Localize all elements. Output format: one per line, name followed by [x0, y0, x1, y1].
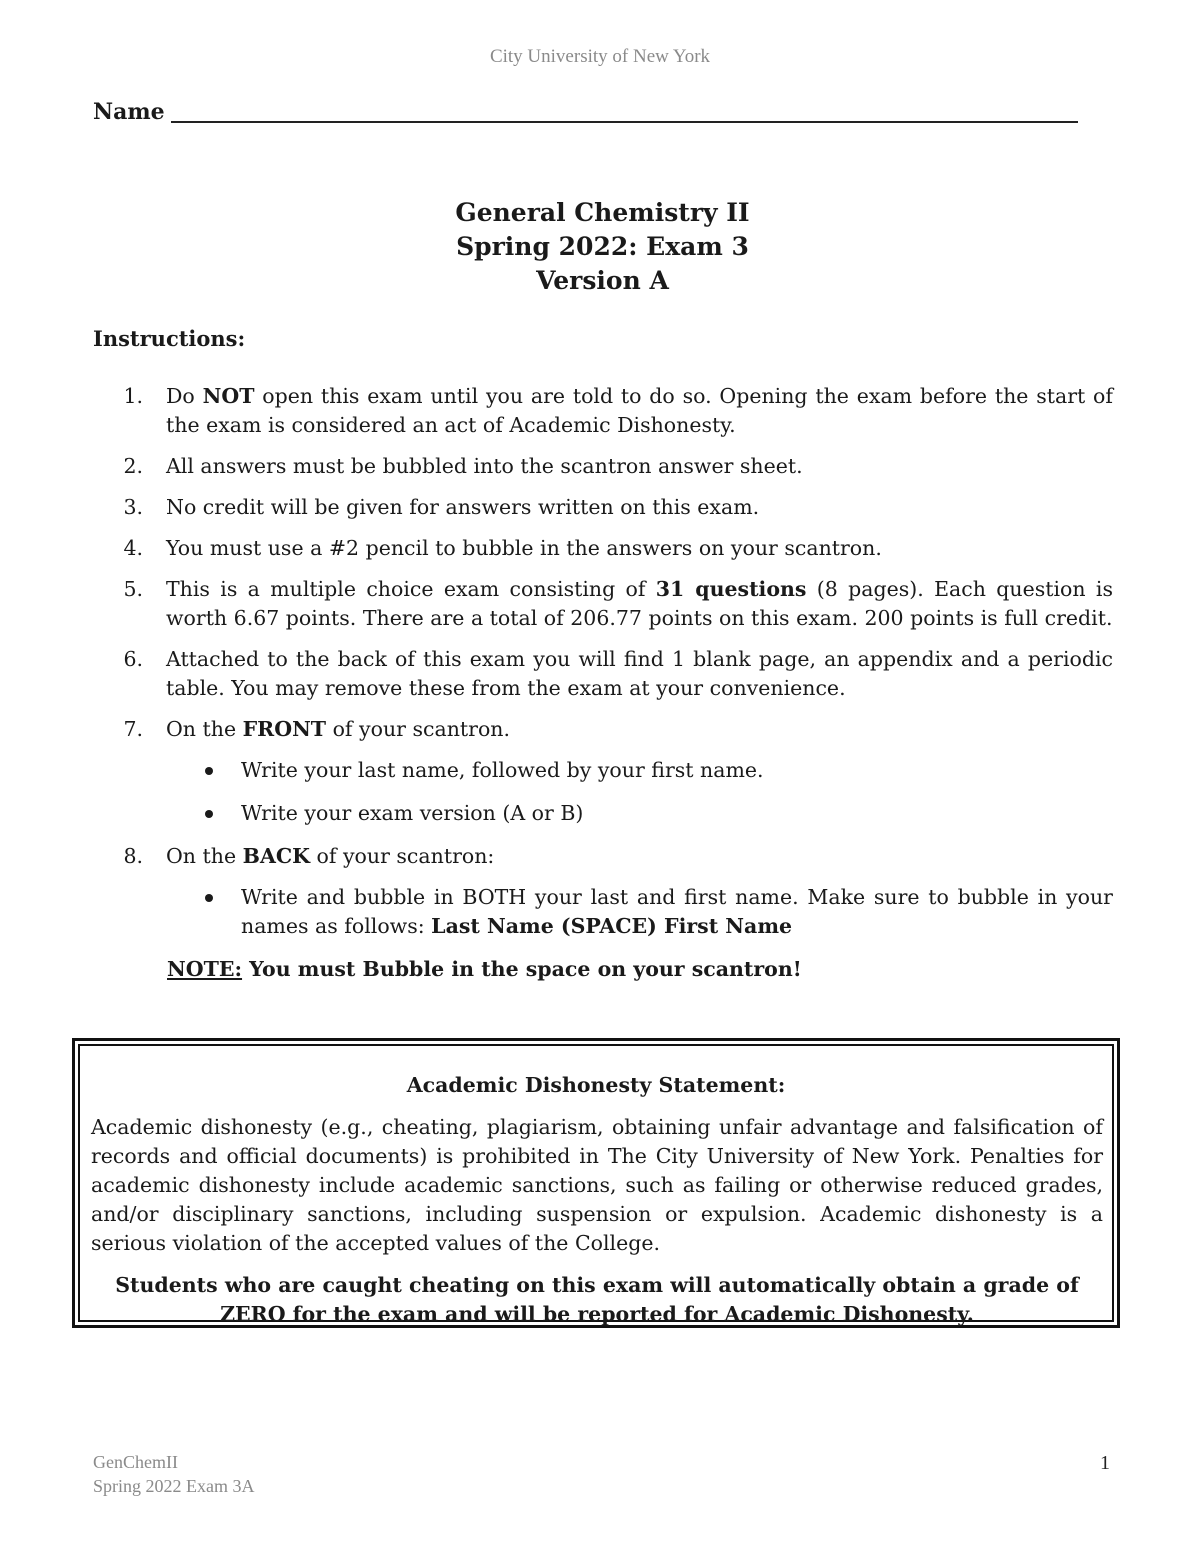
footer-course: GenChemII — [93, 1452, 178, 1472]
name-field-row — [93, 98, 1078, 126]
instruction-item — [93, 715, 1113, 744]
statement-warning: Students who are caught cheating on this exam will automatically obtain a grade of ZERO for the exam and will be reported for Academic Dishonesty. — [115, 1273, 1079, 1326]
bullet-icon — [93, 883, 241, 941]
note-label: NOTE: — [167, 957, 243, 981]
bullet-text: Write your exam version (A or B) — [241, 801, 584, 825]
instruction-item — [93, 382, 1113, 440]
instruction-number: 8. — [123, 844, 143, 868]
instruction-text: You must use a #2 pencil to bubble in the answers on your scantron. — [166, 536, 882, 560]
instruction-number: 7. — [123, 717, 143, 741]
statement-title: Academic Dishonesty Statement: — [406, 1073, 786, 1097]
footer-label — [93, 1450, 255, 1498]
instruction-text: All answers must be bubbled into the scantron answer sheet. — [166, 454, 803, 478]
header-institution: City University of New York — [489, 46, 711, 67]
instruction-text: No credit will be given for answers written on this exam. — [166, 495, 760, 519]
bullet-text: Write your last name, followed by your first name. — [241, 758, 764, 782]
instructions-heading: Instructions: — [93, 326, 246, 351]
instruction-number: 1. — [123, 384, 143, 408]
bullet-item — [93, 756, 1113, 785]
scantron-note — [167, 955, 1113, 984]
instruction-item — [93, 452, 1113, 481]
front-bullet-list — [93, 756, 1113, 828]
instruction-number: 2. — [123, 454, 143, 478]
instruction-text: This is a multiple choice exam consisting of 31 questions (8 pages). Each question is worth 6.67 points. There are a total of 206.77 points on this exam. 200 points is full credit. — [166, 577, 1113, 630]
instruction-item — [93, 575, 1113, 633]
instruction-item — [93, 842, 1113, 871]
exam-term: Spring 2022: Exam 3 — [456, 232, 749, 261]
instruction-text: On the FRONT of your scantron. — [166, 717, 511, 741]
instruction-text: On the BACK of your scantron: — [166, 844, 495, 868]
exam-version: Version A — [536, 266, 669, 295]
instruction-number: 6. — [123, 647, 143, 671]
instruction-item — [93, 493, 1113, 522]
instruction-number: 3. — [123, 495, 143, 519]
bullet-item — [93, 799, 1113, 828]
instruction-text: Attached to the back of this exam you will find 1 blank page, an appendix and a periodic table. You may remove these from the exam at your convenience. — [166, 647, 1113, 700]
page-number: 1 — [1100, 1452, 1110, 1474]
instruction-number: 4. — [123, 536, 143, 560]
course-title: General Chemistry II — [455, 198, 750, 227]
instruction-text: Do NOT open this exam until you are told to do so. Opening the exam before the start of the exam is considered an act of Academic Dishonesty. — [166, 384, 1113, 437]
statement-body: Academic dishonesty (e.g., cheating, plagiarism, obtaining unfair advantage and falsification of records and official documents) is prohibited in The City University of New York. Penalties for academic dishonesty include academic sanctions, such as failing or otherwise reduced grades, and/or disciplinary sanctions, including suspension or expulsion. Academic dishonesty is a serious violation of the accepted values of the College. — [91, 1115, 1103, 1255]
instructions-list — [93, 382, 1113, 984]
note-text: You must Bubble in the space on your scantron! — [242, 957, 802, 981]
instruction-number: 5. — [123, 577, 143, 601]
bullet-text: Write and bubble in BOTH your last and first name. Make sure to bubble in your names as follows: Last Name (SPACE) First Name — [241, 885, 1113, 938]
name-blank-line[interactable] — [171, 99, 1078, 123]
exam-title — [0, 196, 1200, 298]
back-bullet-list — [93, 883, 1113, 941]
instruction-item — [93, 534, 1113, 563]
bullet-icon — [93, 799, 241, 828]
bullet-item — [93, 883, 1113, 941]
instruction-item — [93, 645, 1113, 703]
footer-exam: Spring 2022 Exam 3A — [93, 1476, 255, 1496]
academic-dishonesty-box — [72, 1038, 1120, 1328]
name-label: Name — [93, 99, 165, 125]
bullet-icon — [93, 756, 241, 785]
